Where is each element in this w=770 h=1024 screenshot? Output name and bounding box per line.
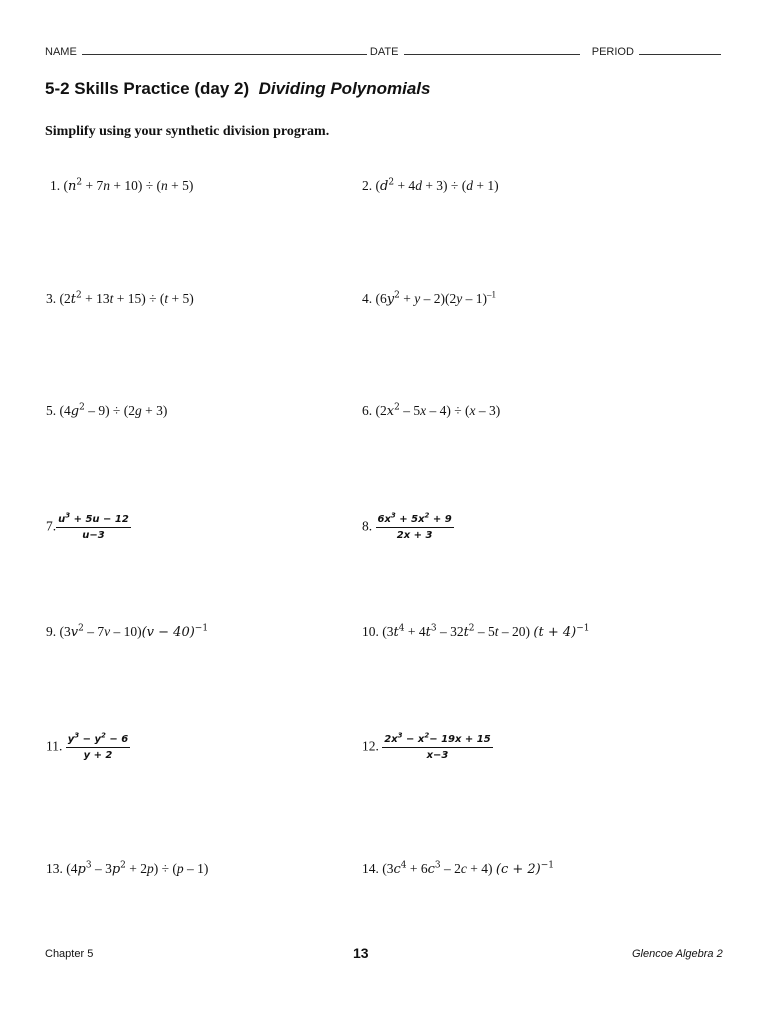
instructions: Simplify using your synthetic division program. (45, 124, 330, 139)
problem-9: 9. $(3v^2 - 7v - 10)(v - 40)^{-1}$ (46, 623, 209, 640)
fraction: $\frac{y^3 - y^2 - 6}{y + 2}$ (67, 731, 129, 761)
problem-2: 2. $(d^2 + 4d + 3) \div (d + 1)$ (362, 177, 499, 194)
header-line (45, 46, 721, 58)
problem-1: 1. $(n^2 + 7n + 10) \div (n + 5)$ (50, 177, 194, 194)
problem-7 (46, 511, 131, 541)
problem-number: 9. (46, 624, 57, 639)
date-label: DATE (369, 46, 399, 58)
fraction: $\frac{6x^3 + 5x^2 + 9}{2x + 3}$ (377, 511, 452, 541)
problem-number: 2. (362, 178, 373, 193)
problem-number: 1. (50, 178, 61, 193)
page-title (45, 79, 430, 99)
period-label: PERIOD (591, 46, 634, 58)
footer-book: Glencoe Algebra 2 (632, 948, 723, 960)
fraction: $\frac{u^3 + 5u - 12}{u-3}$ (58, 511, 129, 541)
problem-number: 14. (362, 861, 379, 876)
problem-5: 5. $(4g^2 - 9) \div (2g + 3)$ (46, 402, 168, 419)
footer-chapter: Chapter 5 (45, 948, 94, 960)
problem-14: 14. $(3c^4 + 6c^3 - 2c + 4) (c + 2)^{-1}$ (362, 860, 555, 877)
problem-4: 4. $(6y^2 + y - 2)(2y - 1)^{-1}$ (362, 289, 496, 307)
problem-6: 6. $(2x^2 - 5x - 4) \div (x - 3)$ (362, 402, 501, 419)
problem-13: 13. $(4p^3 - 3p^2 + 2p) \div (p - 1)$ (46, 860, 209, 877)
title-sub: Dividing Polynomials (258, 79, 431, 98)
name-blank (82, 53, 367, 55)
date-blank (404, 53, 580, 55)
problem-number: 5. (46, 403, 57, 418)
fraction: $\frac{2x^3 - x^2- 19x + 15}{x-3}$ (384, 731, 491, 761)
problem-11 (46, 731, 130, 761)
problem-number: 13. (46, 861, 63, 876)
problem-number: 7. (46, 518, 57, 534)
problem-number: 11. (46, 738, 63, 754)
page-number: 13 (353, 945, 369, 961)
problem-number: 4. (362, 291, 373, 306)
problem-12 (362, 731, 493, 761)
problem-number: 8. (362, 518, 373, 534)
problem-3: 3. $(2t^2 + 13t + 15) \div (t + 5)$ (46, 290, 194, 307)
problem-10: 10. $(3t^4 + 4t^3 - 32t^2 - 5t - 20) (t + 4)^{-1}$ (362, 623, 590, 640)
problem-number: 3. (46, 291, 57, 306)
problem-number: 6. (362, 403, 373, 418)
problem-8 (362, 511, 454, 541)
period-blank (639, 53, 721, 55)
title-main: 5-2 Skills Practice (day 2) (45, 79, 250, 98)
problem-number: 10. (362, 624, 379, 639)
name-label: NAME (45, 46, 77, 58)
problem-number: 12. (362, 738, 379, 754)
